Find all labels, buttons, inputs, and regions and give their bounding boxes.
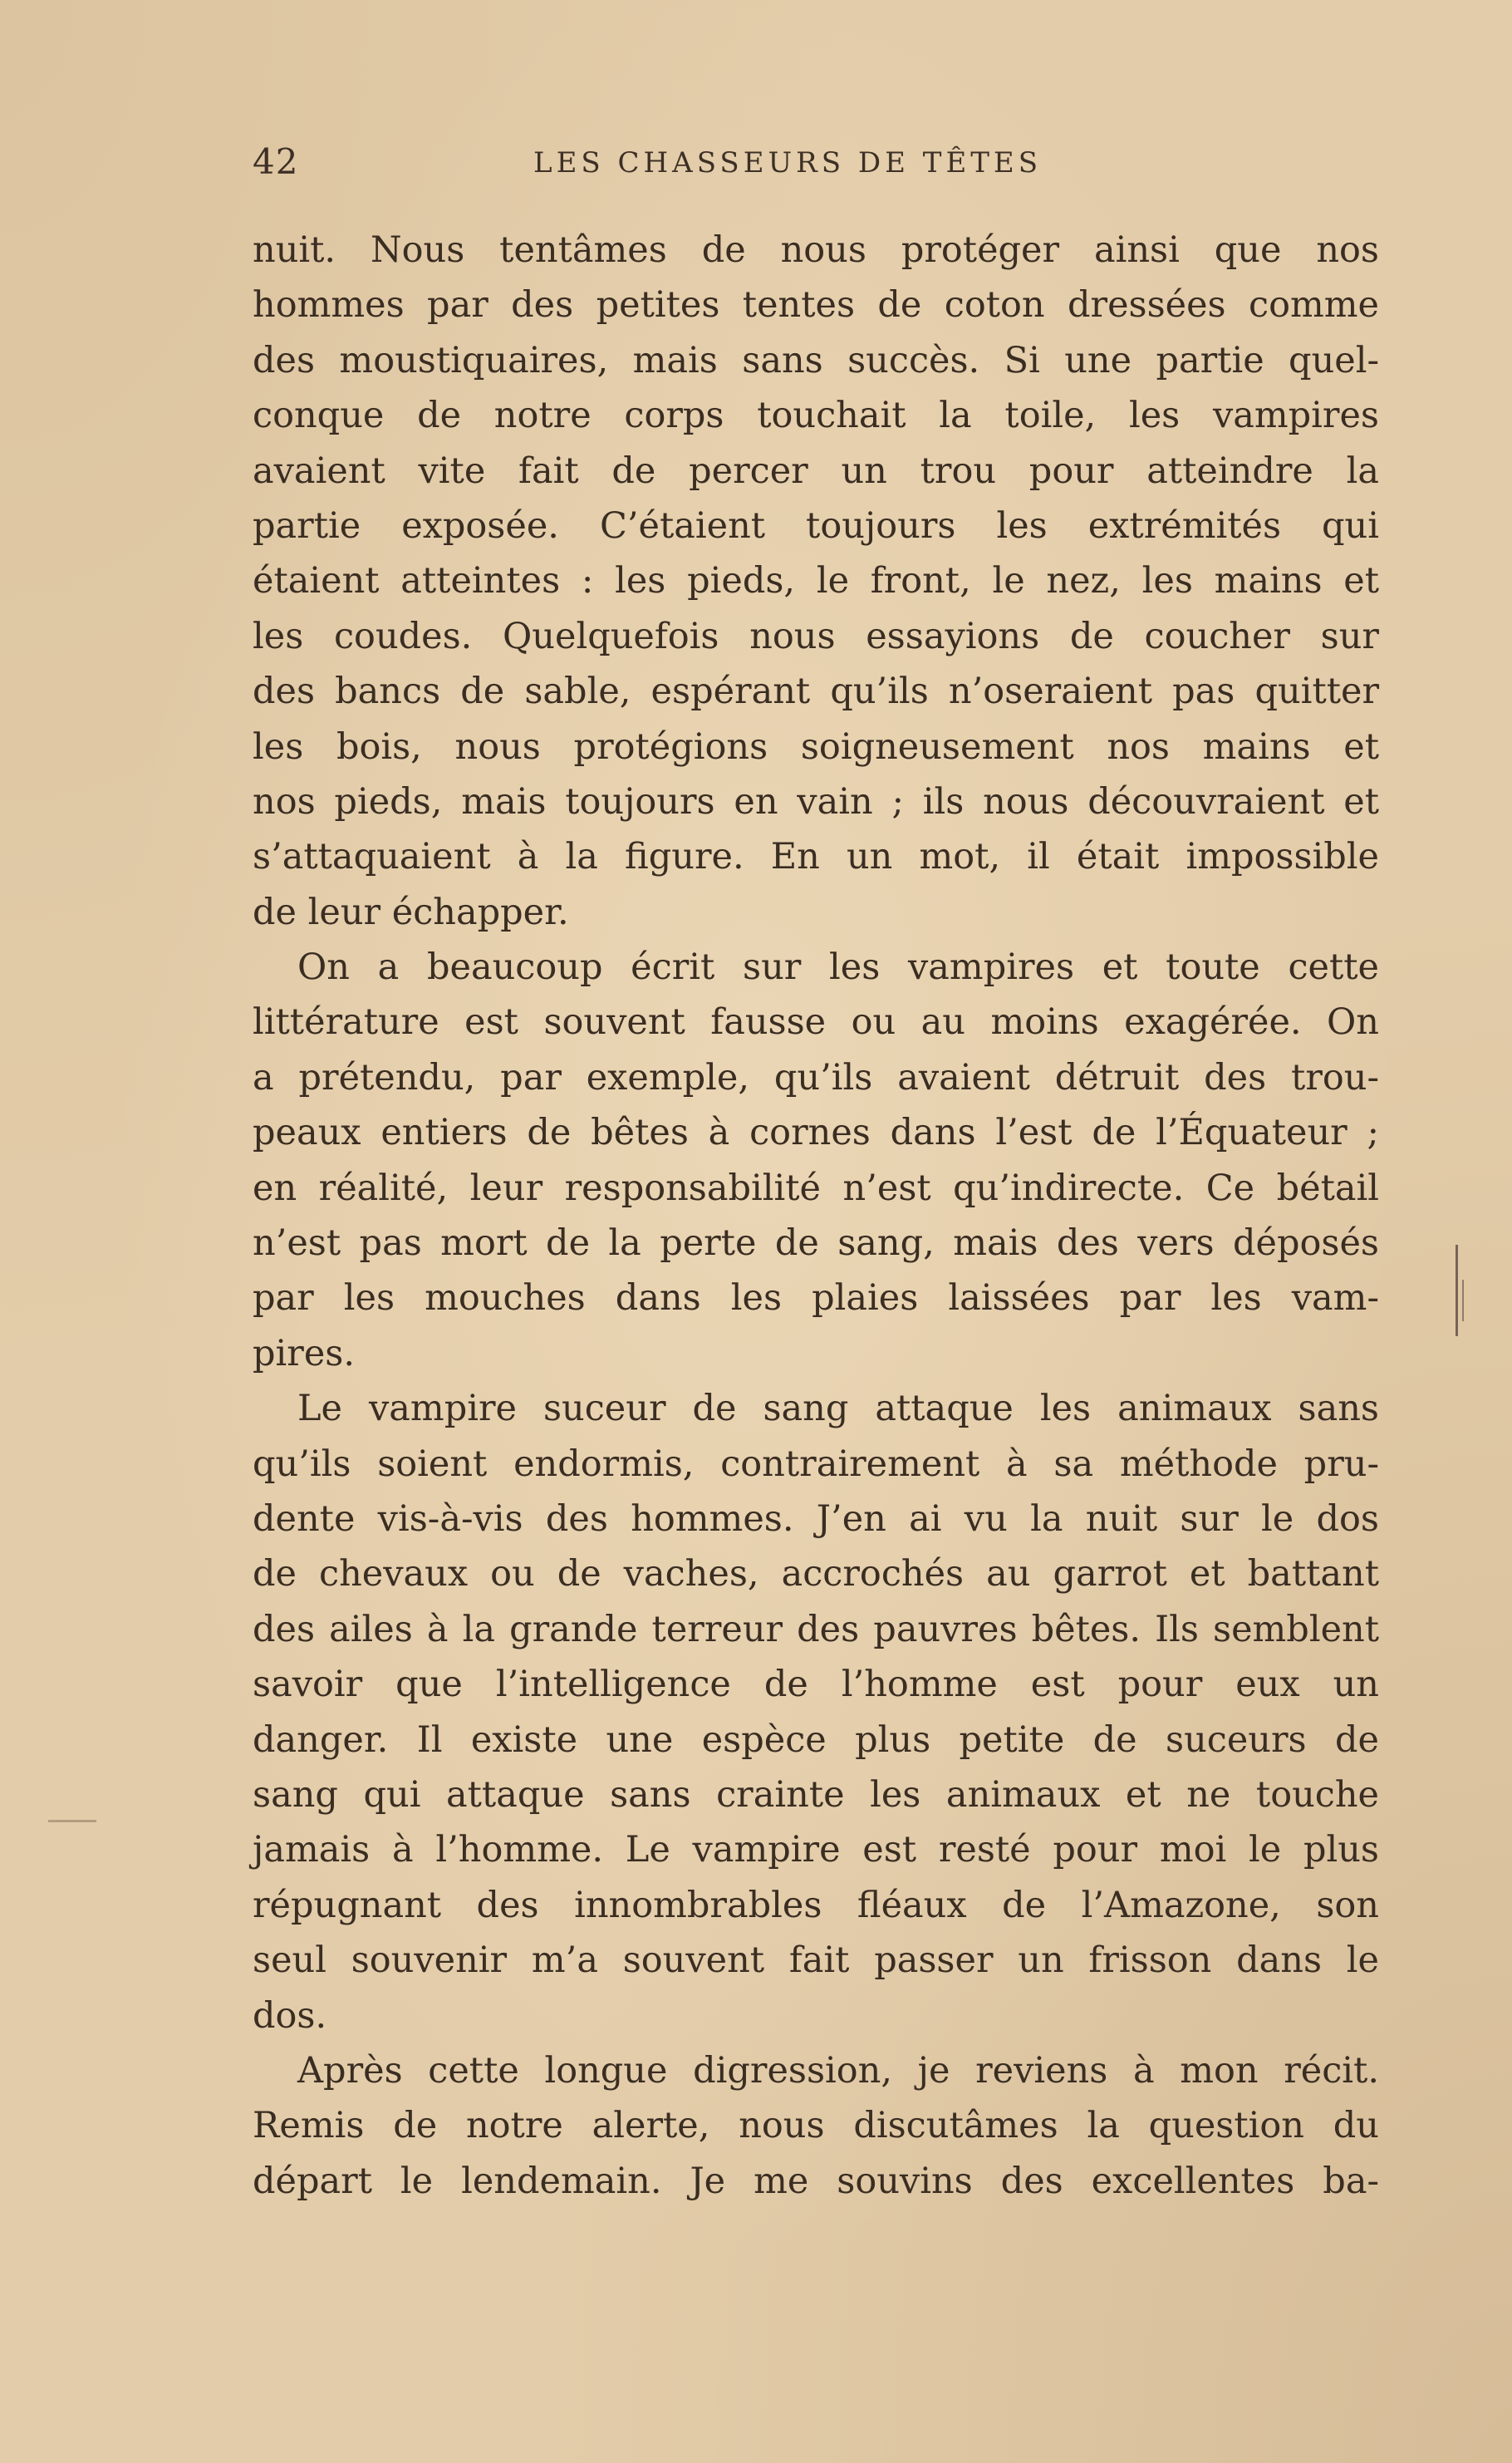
text-line: n’est pas mort de la perte de sang, mais des vers déposés xyxy=(253,1222,1379,1265)
text-line: partie exposée. C’étaient toujours les extrémités qui xyxy=(253,504,1379,547)
text-line: qu’ils soient endormis, contrairement à sa méthode pru- xyxy=(253,1443,1379,1485)
text-line: dos. xyxy=(253,1994,327,2037)
text-line: répugnant des innombrables fléaux de l’Amazone, son xyxy=(253,1884,1379,1926)
text-line: en réalité, leur responsabilité n’est qu’indirecte. Ce bétail xyxy=(253,1167,1379,1209)
page-header xyxy=(253,141,1379,199)
text-line: de chevaux ou de vaches, accrochés au garrot et battant xyxy=(253,1553,1379,1595)
text-line: sang qui attaque sans crainte les animaux et ne touche xyxy=(253,1773,1379,1816)
text-line: On a beaucoup écrit sur les vampires et toute cette xyxy=(297,946,1379,989)
text-line: peaux entiers de bêtes à cornes dans l’est de l’Équateur ; xyxy=(253,1112,1379,1154)
text-line: départ le lendemain. Je me souvins des excellentes ba- xyxy=(253,2160,1379,2202)
text-line: Remis de notre alerte, nous discutâmes la question du xyxy=(253,2105,1379,2147)
text-line: s’attaquaient à la figure. En un mot, il était impossible xyxy=(253,836,1379,878)
text-line: danger. Il existe une espèce plus petite de suceurs de xyxy=(253,1718,1379,1761)
text-line: Après cette longue digression, je reviens à mon récit. xyxy=(297,2049,1379,2092)
text-line: des moustiquaires, mais sans succès. Si une partie quel- xyxy=(253,339,1379,381)
text-line: nos pieds, mais toujours en vain ; ils nous découvraient et xyxy=(253,780,1379,823)
text-line: pires. xyxy=(253,1332,356,1374)
text-line: des bancs de sable, espérant qu’ils n’oseraient pas quitter xyxy=(253,671,1379,713)
body-text xyxy=(253,223,1379,2209)
text-line: des ailes à la grande terreur des pauvres bêtes. Ils semblent xyxy=(253,1608,1379,1650)
text-line: les bois, nous protégions soigneusement nos mains et xyxy=(253,725,1379,768)
running-title: LES CHASSEURS DE TÊTES xyxy=(533,146,1043,179)
margin-pencil-mark xyxy=(1462,1280,1464,1321)
text-line: seul souvenir m’a souvent fait passer un frisson dans le xyxy=(253,1939,1379,1982)
text-line: de leur échapper. xyxy=(253,891,569,933)
text-line: par les mouches dans les plaies laissées par les vam- xyxy=(253,1277,1379,1320)
margin-pencil-mark xyxy=(1456,1245,1458,1336)
text-line: dente vis-à-vis des hommes. J’en ai vu la nuit sur le dos xyxy=(253,1497,1379,1540)
margin-dash xyxy=(48,1820,96,1822)
text-line: littérature est souvent fausse ou au moins exagérée. On xyxy=(253,1001,1379,1044)
text-line: jamais à l’homme. Le vampire est resté pour moi le plus xyxy=(253,1829,1379,1871)
text-line: avaient vite fait de percer un trou pour atteindre la xyxy=(253,450,1379,492)
text-line: Le vampire suceur de sang attaque les animaux sans xyxy=(297,1388,1379,1430)
text-line: a prétendu, par exemple, qu’ils avaient détruit des trou- xyxy=(253,1056,1379,1099)
text-line: conque de notre corps touchait la toile, les vampires xyxy=(253,395,1379,437)
text-line: savoir que l’intelligence de l’homme est pour eux un xyxy=(253,1664,1379,1706)
text-line: les coudes. Quelquefois nous essayions de coucher sur xyxy=(253,615,1379,657)
text-line: étaient atteintes : les pieds, le front, le nez, les mains et xyxy=(253,560,1379,602)
page-number: 42 xyxy=(253,141,299,182)
text-line: hommes par des petites tentes de coton dressées comme xyxy=(253,284,1379,327)
text-line: nuit. Nous tentâmes de nous protéger ainsi que nos xyxy=(253,229,1379,271)
